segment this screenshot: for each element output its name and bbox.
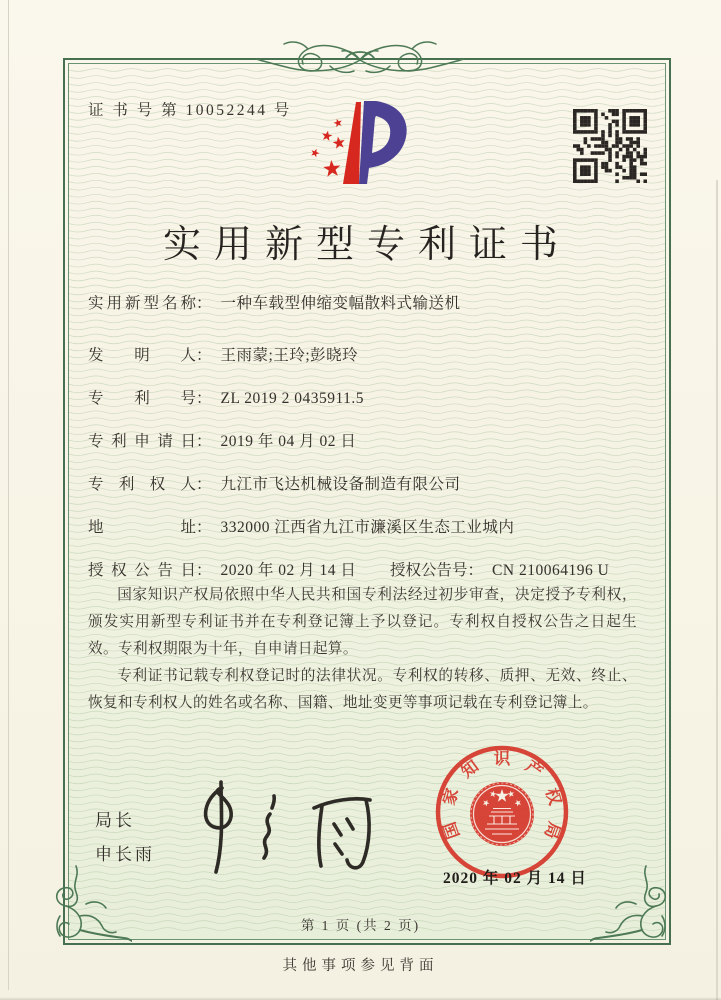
field-label: 专利号 (88, 390, 196, 407)
legal-text (88, 582, 637, 717)
field-value: 2020 年 02 月 14 日 (220, 562, 357, 579)
field-label: 地址 (88, 519, 196, 536)
director-name: 申长雨 (95, 845, 155, 864)
field-pair-grant-number (390, 558, 609, 580)
field-value: 332000 江西省九江市濂溪区生态工业城内 (220, 519, 515, 536)
field-colon: ： (196, 433, 212, 450)
field-value: CN 210064196 U (492, 562, 610, 579)
qr-code (573, 109, 647, 183)
page-number: 第 1 页 (共 2 页) (300, 918, 421, 933)
legal-paragraph-2: 专利证书记载专利权登记时的法律状况。专利权的转移、质押、无效、终止、恢复和专利权人的姓名或名称、国籍、地址变更等事项记载在专利登记簿上。 (88, 668, 637, 711)
field-row-inventors (88, 343, 358, 365)
field-colon: ： (196, 390, 212, 407)
field-colon: ： (467, 562, 484, 579)
field-row-patent-number (88, 386, 364, 408)
logo-purple-p (359, 101, 407, 184)
field-row-grant (88, 558, 648, 580)
director-signature (188, 772, 398, 882)
field-colon: ： (196, 295, 212, 312)
svg-text:权: 权 (541, 785, 565, 808)
legal-paragraph-1: 国家知识产权局依照中华人民共和国专利法经过初步审查，决定授予专利权，颁发实用新型专利证书并在专利登记簿上予以登记。专利权自授权公告之日起生效。专利权期限为十年，自申请日起算。 (88, 587, 637, 657)
svg-text:家: 家 (439, 785, 463, 808)
field-value: ZL 2019 2 0435911.5 (220, 390, 365, 407)
svg-text:产: 产 (521, 756, 547, 782)
logo-stars (311, 119, 344, 177)
official-seal (434, 744, 570, 880)
svg-text:局: 局 (540, 819, 565, 842)
field-colon: ： (196, 562, 212, 579)
field-label: 授权公告日 (88, 562, 196, 579)
field-row-filing-date (88, 429, 356, 451)
director-title: 局长 (95, 811, 135, 830)
field-value: 王雨蒙;王玲;彭晓玲 (220, 347, 359, 364)
field-row-patentee (88, 472, 461, 494)
seal-date: 2020 年 02 月 14 日 (443, 870, 587, 887)
field-label: 授权公告号 (390, 562, 468, 579)
field-row-name (88, 291, 461, 313)
field-colon: ： (196, 476, 212, 493)
field-value: 一种车载型伸缩变幅散料式输送机 (220, 295, 461, 312)
svg-text:识: 识 (493, 748, 511, 768)
field-label: 发明人 (88, 347, 196, 364)
logo-red-wedge (343, 102, 361, 184)
back-side-note: 其他事项参见背面 (282, 958, 439, 974)
director-block (95, 806, 155, 874)
field-row-address (88, 515, 514, 537)
cnipa-logo-icon (296, 96, 428, 198)
svg-text:知: 知 (457, 756, 483, 782)
svg-text:国: 国 (439, 819, 464, 842)
field-colon: ： (196, 519, 212, 536)
field-value: 2019 年 04 月 02 日 (220, 433, 357, 450)
field-colon: ： (196, 347, 212, 364)
certificate-number: 证 书 号 第 10052244 号 (88, 102, 292, 119)
field-label: 专利申请日 (88, 433, 196, 450)
certificate-title: 实用新型专利证书 (162, 224, 571, 266)
field-value: 九江市飞达机械设备制造有限公司 (220, 476, 461, 493)
field-label: 专利权人 (88, 476, 196, 493)
field-label: 实用新型名称 (88, 295, 196, 312)
